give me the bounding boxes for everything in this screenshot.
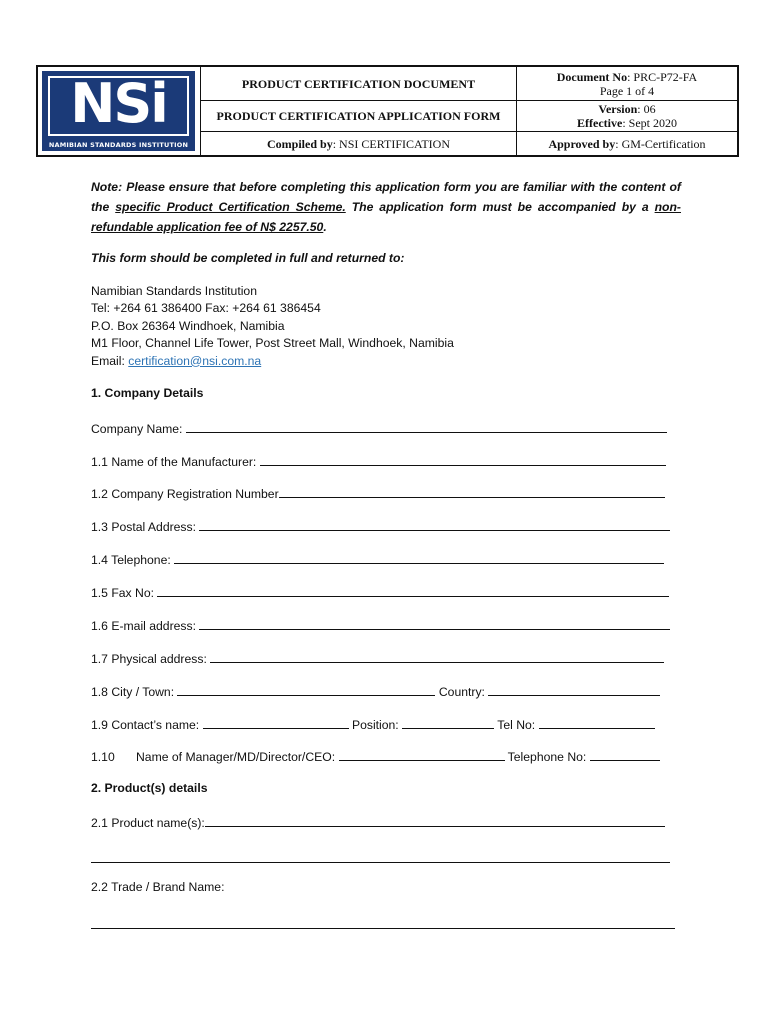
email-label: Email: [91, 353, 129, 368]
po-box: P.O. Box 26364 Windhoek, Namibia [91, 318, 285, 333]
telephone-label: 1.4 Telephone: [91, 553, 175, 567]
email-line [91, 353, 454, 370]
company-name-label: Company Name: [91, 422, 186, 436]
return-instructions: This form should be completed in full and returned to: [91, 251, 405, 265]
note-paragraph [91, 177, 681, 237]
physical-address-field[interactable] [210, 650, 664, 663]
city-label: 1.8 City / Town: [91, 685, 178, 699]
contact-name-label: 1.9 Contact’s name: [91, 718, 203, 732]
document-header [36, 65, 739, 157]
registration-label: 1.2 Company Registration Number [91, 487, 279, 501]
manufacturer-field[interactable] [260, 453, 666, 466]
fax-label: 1.5 Fax No: [91, 586, 158, 600]
fax-row [91, 584, 669, 600]
effective-label: Effective [577, 116, 623, 130]
email-link[interactable]: certification@nsi.com.na [128, 353, 262, 368]
manager-label: Name of Manager/MD/Director/CEO: [136, 750, 339, 764]
logo-subtitle: NAMIBIAN STANDARDS INSTITUTION [48, 141, 189, 149]
product-names-field[interactable] [205, 814, 665, 827]
nsi-logo [42, 71, 195, 151]
tel-no-field[interactable] [539, 716, 655, 729]
contact-name-field[interactable] [203, 716, 349, 729]
postal-address-field[interactable] [199, 518, 670, 531]
note-fee: non-refundable application fee of N$ 2257.50 [91, 200, 681, 234]
registration-field[interactable] [279, 485, 665, 498]
section-product-details-title: 2. Product(s) details [91, 781, 208, 795]
manager-number: 1.10 [91, 750, 115, 764]
org-name: Namibian Standards Institution [91, 284, 257, 298]
manager-telephone-label: Telephone No: [504, 750, 590, 764]
physical-address-label: 1.7 Physical address: [91, 652, 211, 666]
company-name-field[interactable] [186, 420, 667, 433]
note-text-2: The application form must be accompanied by a [345, 200, 655, 214]
approved-value: : GM-Certification [615, 136, 706, 151]
version-cell [517, 101, 737, 132]
contact-row [91, 716, 655, 732]
postal-address-label: 1.3 Postal Address: [91, 520, 200, 534]
product-names-label: 2.1 Product name(s): [91, 816, 205, 830]
trade-brand-label: 2.2 Trade / Brand Name: [91, 880, 225, 894]
telephone-row [91, 551, 664, 567]
telephone-field[interactable] [174, 551, 664, 564]
approved-by [517, 132, 737, 155]
doc-number-cell [517, 67, 737, 101]
postal-address-row [91, 518, 670, 534]
compiled-by [201, 132, 516, 155]
header-middle-column [201, 67, 517, 155]
version-value: : 06 [637, 102, 656, 116]
registration-row [91, 485, 665, 501]
approved-label: Approved by [548, 136, 616, 151]
doc-no-label: Document No [556, 69, 628, 84]
city-field[interactable] [177, 683, 435, 696]
doc-type: PRODUCT CERTIFICATION DOCUMENT [201, 67, 516, 101]
manager-field[interactable] [339, 748, 505, 761]
header-right-column [517, 67, 737, 155]
trade-brand-field[interactable] [91, 927, 675, 929]
physical-address-row [91, 650, 664, 666]
country-field[interactable] [488, 683, 660, 696]
company-name-row [91, 420, 667, 436]
note-text-1: Note: Please ensure that before completing this application form you are familiar with the content of the [91, 180, 681, 214]
product-names-row [91, 814, 665, 830]
compiled-value: : NSI CERTIFICATION [332, 136, 450, 151]
email-row [91, 617, 670, 633]
city-country-row [91, 683, 660, 699]
form-title: PRODUCT CERTIFICATION APPLICATION FORM [201, 101, 516, 132]
position-label: Position: [348, 718, 403, 732]
manager-telephone-field[interactable] [590, 748, 660, 761]
manufacturer-row [91, 453, 666, 469]
version-label: Version [598, 102, 638, 116]
section-company-details-title: 1. Company Details [91, 386, 204, 400]
manager-row [91, 748, 660, 764]
tel-no-label: Tel No: [494, 718, 539, 732]
manufacturer-label: 1.1 Name of the Manufacturer: [91, 455, 260, 469]
position-field[interactable] [402, 716, 494, 729]
tel-fax: Tel: +264 61 386400 Fax: +264 61 386454 [91, 301, 321, 316]
logo-text: NSi [70, 72, 167, 135]
doc-no-value: : PRC-P72-FA [627, 69, 698, 84]
note-scheme-link: specific Product Certification Scheme. [115, 200, 346, 214]
fax-field[interactable] [157, 584, 669, 597]
country-label: Country: [435, 685, 489, 699]
logo-frame [48, 72, 189, 136]
product-names-extra-line[interactable] [91, 861, 670, 863]
logo-cell [38, 67, 201, 155]
page-number: Page 1 of 4 [599, 83, 655, 98]
email-address-field[interactable] [199, 617, 670, 630]
effective-value: : Sept 2020 [622, 116, 677, 130]
compiled-label: Compiled by [267, 136, 333, 151]
street-address: M1 Floor, Channel Life Tower, Post Street Mall, Windhoek, Namibia [91, 336, 454, 351]
address-block [91, 283, 454, 370]
note-period: . [323, 220, 327, 234]
trade-brand-row [91, 880, 224, 894]
email-address-label: 1.6 E-mail address: [91, 619, 200, 633]
